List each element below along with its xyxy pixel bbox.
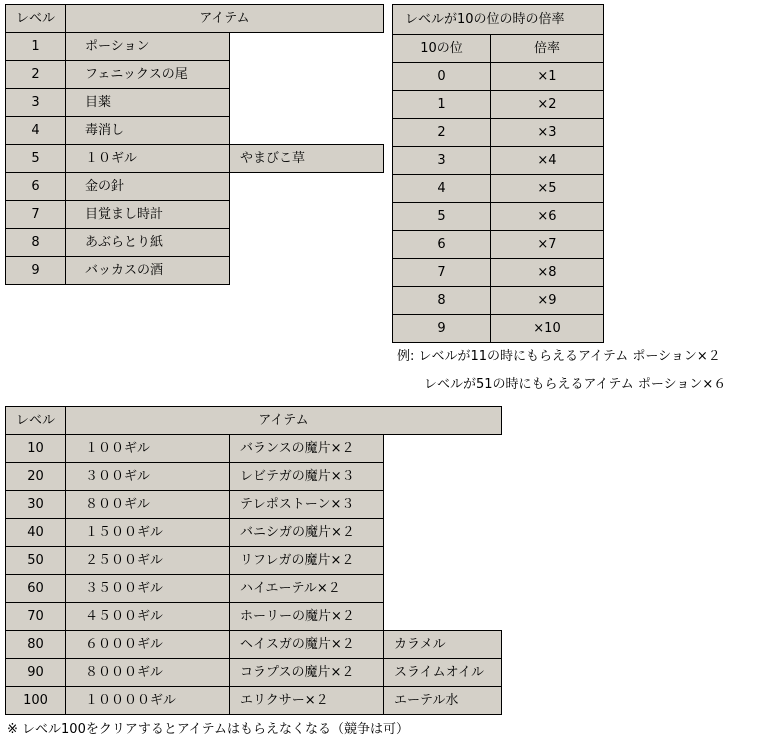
- table1-header-item: アイテム: [65, 4, 384, 33]
- table-row-gil: ６０００ギル: [65, 630, 230, 659]
- table-row-digit: 2: [392, 118, 491, 147]
- table-row-gil: １５００ギル: [65, 518, 230, 547]
- table-row-item: バランスの魔片×２: [229, 434, 384, 463]
- table-row-level: 1: [5, 32, 66, 61]
- table-row-item: 毒消し: [65, 116, 230, 145]
- table-row-item: バッカスの酒: [65, 256, 230, 285]
- table-row-item: エリクサー×２: [229, 686, 384, 715]
- table-row-item: ハイエーテル×２: [229, 574, 384, 603]
- table-row-level: 2: [5, 60, 66, 89]
- table-row-extra-item: スライムオイル: [383, 658, 502, 687]
- table-row-level: 50: [5, 546, 66, 575]
- table-row-extra-item: エーテル水: [383, 686, 502, 715]
- table3-header-item: アイテム: [65, 406, 502, 435]
- table-row-level: 3: [5, 88, 66, 117]
- table-row-mult: ×8: [490, 258, 604, 287]
- table-row-level: 70: [5, 602, 66, 631]
- table-row-level: 8: [5, 228, 66, 257]
- table-row-extra-item: やまびこ草: [229, 144, 384, 173]
- table-row-item: １０ギル: [65, 144, 230, 173]
- table-row-mult: ×3: [490, 118, 604, 147]
- table-row-digit: 8: [392, 286, 491, 315]
- table-row-level: 60: [5, 574, 66, 603]
- table-row-item: ヘイスガの魔片×２: [229, 630, 384, 659]
- table-row-gil: ３００ギル: [65, 462, 230, 491]
- table-row-digit: 7: [392, 258, 491, 287]
- table-row-mult: ×5: [490, 174, 604, 203]
- example-line-2: レベルが51の時にもらえるアイテム ポーション×６: [424, 377, 727, 392]
- table3-header-level: レベル: [5, 406, 66, 435]
- table-row-level: 100: [5, 686, 66, 715]
- table-row-item: 目覚まし時計: [65, 200, 230, 229]
- table-row-mult: ×2: [490, 90, 604, 119]
- table-row-digit: 5: [392, 202, 491, 231]
- table-row-level: 40: [5, 518, 66, 547]
- table-row-level: 7: [5, 200, 66, 229]
- table1-header-level: レベル: [5, 4, 66, 33]
- table-row-digit: 9: [392, 314, 491, 343]
- table-row-mult: ×1: [490, 62, 604, 91]
- table-row-item: テレポストーン×３: [229, 490, 384, 519]
- multiplier-header-digit: 10の位: [392, 34, 491, 63]
- table-row-extra-item: カラメル: [383, 630, 502, 659]
- table-row-gil: ８００ギル: [65, 490, 230, 519]
- table-row-mult: ×10: [490, 314, 604, 343]
- table-row-item: ポーション: [65, 32, 230, 61]
- table-row-mult: ×4: [490, 146, 604, 175]
- table-row-digit: 6: [392, 230, 491, 259]
- table-row-item: 金の針: [65, 172, 230, 201]
- table-row-item: ホーリーの魔片×２: [229, 602, 384, 631]
- table-row-level: 90: [5, 658, 66, 687]
- multiplier-header-mult: 倍率: [490, 34, 604, 63]
- table-row-gil: ４５００ギル: [65, 602, 230, 631]
- table-row-level: 4: [5, 116, 66, 145]
- table-row-level: 30: [5, 490, 66, 519]
- multiplier-table-title: レベルが10の位の時の倍率: [392, 4, 604, 35]
- table-row-mult: ×6: [490, 202, 604, 231]
- table-row-item: あぶらとり紙: [65, 228, 230, 257]
- table-row-level: 9: [5, 256, 66, 285]
- table-row-level: 5: [5, 144, 66, 173]
- table-row-gil: １００００ギル: [65, 686, 230, 715]
- table-row-level: 20: [5, 462, 66, 491]
- table-row-item: コラプスの魔片×２: [229, 658, 384, 687]
- table-row-mult: ×7: [490, 230, 604, 259]
- table-row-gil: ３５００ギル: [65, 574, 230, 603]
- table-row-gil: ２５００ギル: [65, 546, 230, 575]
- table-row-gil: ８０００ギル: [65, 658, 230, 687]
- table-row-item: バニシガの魔片×２: [229, 518, 384, 547]
- table-row-level: 6: [5, 172, 66, 201]
- table-row-digit: 1: [392, 90, 491, 119]
- table-row-digit: 3: [392, 146, 491, 175]
- example-line-1: 例: レベルが11の時にもらえるアイテム ポーション×２: [397, 349, 721, 364]
- table-row-mult: ×9: [490, 286, 604, 315]
- table-row-item: リフレガの魔片×２: [229, 546, 384, 575]
- table-row-item: レビテガの魔片×３: [229, 462, 384, 491]
- table-row-level: 10: [5, 434, 66, 463]
- table-row-item: フェニックスの尾: [65, 60, 230, 89]
- table-row-level: 80: [5, 630, 66, 659]
- footnote: ※ レベル100をクリアするとアイテムはもらえなくなる（競争は可）: [7, 722, 410, 737]
- table-row-digit: 0: [392, 62, 491, 91]
- table-row-digit: 4: [392, 174, 491, 203]
- table-row-item: 目薬: [65, 88, 230, 117]
- table-row-gil: １００ギル: [65, 434, 230, 463]
